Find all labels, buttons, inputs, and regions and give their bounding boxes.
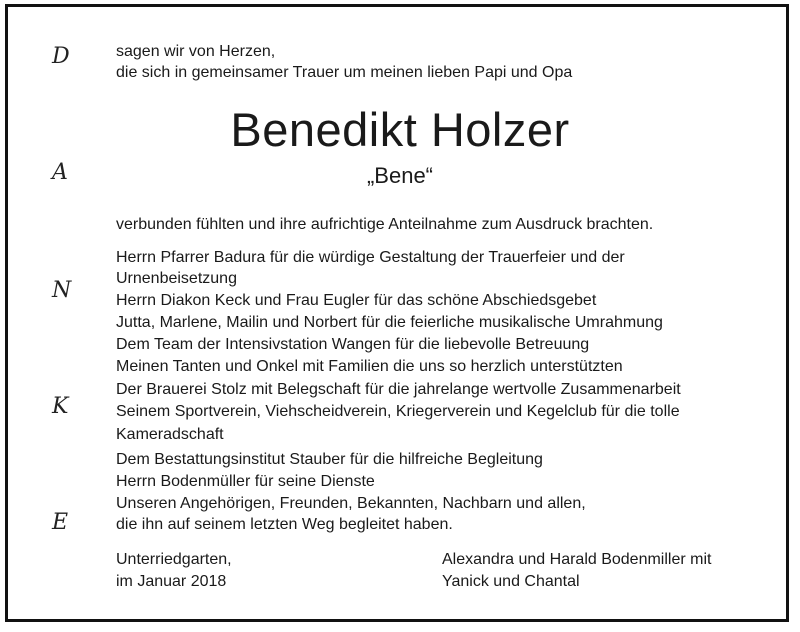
thanks-line: Dem Bestattungsinstitut Stauber für die hilfreiche Begleitung xyxy=(116,451,543,468)
intro-line-2: die sich in gemeinsamer Trauer um meinen lieben Papi und Opa xyxy=(116,64,573,81)
thanks-line: Meinen Tanten und Onkel mit Familien die uns so herzlich unterstützten xyxy=(116,358,623,375)
thanks-line: Der Brauerei Stolz mit Belegschaft für die jahrelange wertvolle Zusammenarbeit xyxy=(116,381,681,398)
thanks-line: Herrn Diakon Keck und Frau Eugler für das schöne Abschiedsgebet xyxy=(116,292,597,309)
intro-line-1: sagen wir von Herzen, xyxy=(116,43,276,60)
signatory-line-1: Alexandra und Harald Bodenmiller mit xyxy=(442,551,712,568)
deceased-name: Benedikt Holzer xyxy=(230,103,570,156)
side-letter-k: K xyxy=(52,394,69,419)
thanks-line: Herrn Bodenmüller für seine Dienste xyxy=(116,473,375,490)
side-letter-a: A xyxy=(52,160,68,185)
connected-line: verbunden fühlten und ihre aufrichtige Anteilnahme zum Ausdruck brachten. xyxy=(116,216,654,233)
side-letter-e: E xyxy=(52,510,69,535)
signatory-line-2: Yanick und Chantal xyxy=(442,573,580,590)
thanks-line: Jutta, Marlene, Mailin und Norbert für die feierliche musikalische Umrahmung xyxy=(116,314,663,331)
place-line: Unterriedgarten, xyxy=(116,551,232,568)
thanks-line: Seinem Sportverein, Viehscheidverein, Kriegerverein und Kegelclub für die tolle xyxy=(116,403,680,420)
thanks-line: die ihn auf seinem letzten Weg begleitet haben. xyxy=(116,516,453,533)
thanks-line: Urnenbeisetzung xyxy=(116,270,237,287)
thanks-line: Herrn Pfarrer Badura für die würdige Gestaltung der Trauerfeier und der xyxy=(116,249,625,266)
side-letter-n: N xyxy=(52,278,72,303)
side-letter-d: D xyxy=(52,44,70,69)
deceased-nickname: „Bene“ xyxy=(366,163,434,188)
thanks-line: Dem Team der Intensivstation Wangen für die liebevolle Betreuung xyxy=(116,336,590,353)
thanks-line: Unseren Angehörigen, Freunden, Bekannten, Nachbarn und allen, xyxy=(116,495,586,512)
date-line: im Januar 2018 xyxy=(116,573,227,590)
thanks-line: Kameradschaft xyxy=(116,426,224,443)
